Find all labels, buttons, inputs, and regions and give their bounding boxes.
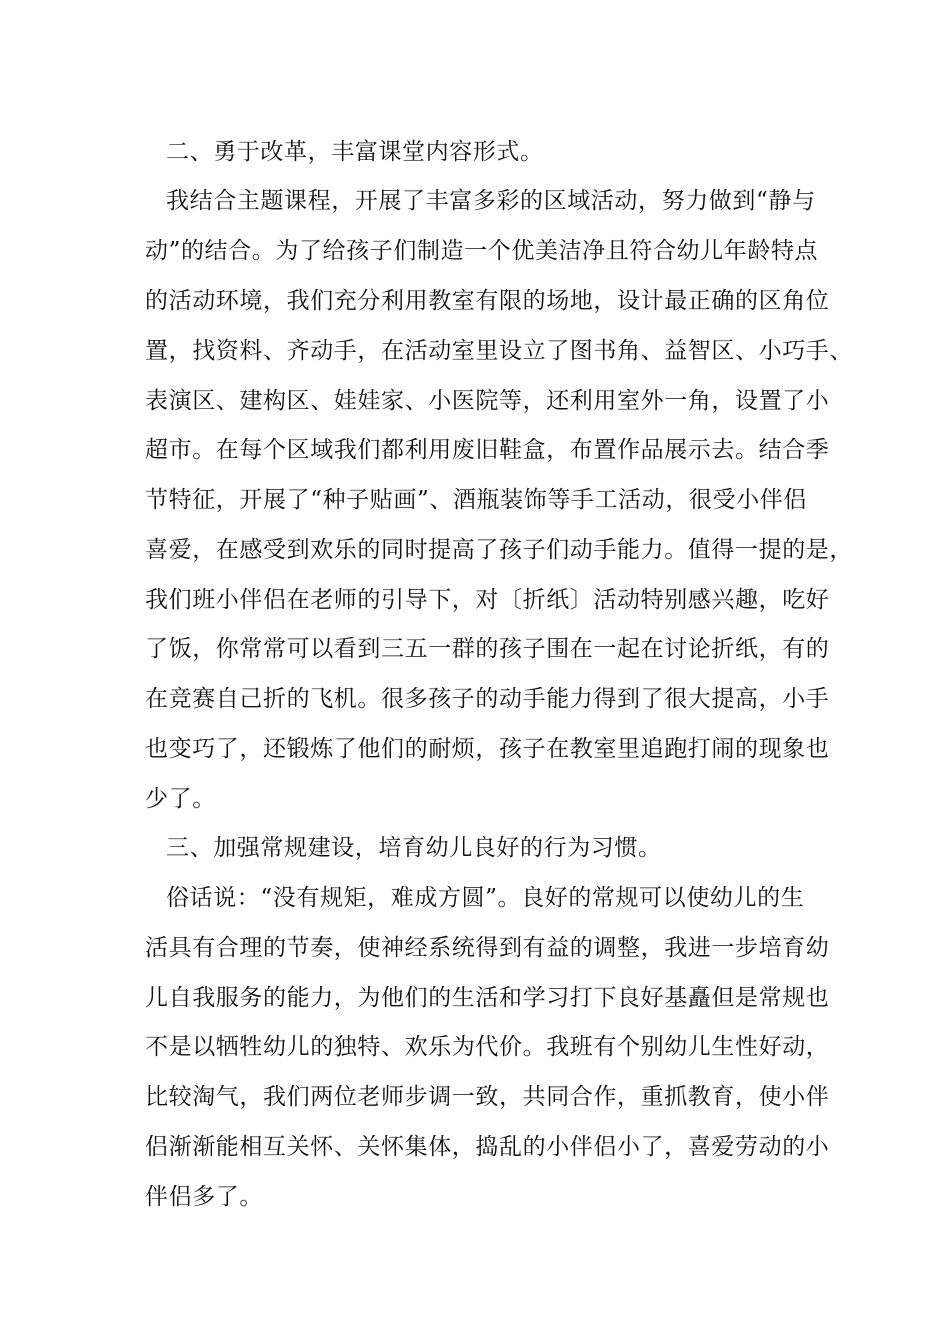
paragraph-line: 节特征，开展了“种子贴画”、酒瓶装饰等手工活动，很受小伴侣	[145, 487, 807, 513]
paragraph-line: 表演区、建构区、娃娃家、小医院等，还利用室外一角，设置了小	[145, 388, 830, 414]
paragraph-line: 了饭，你常常可以看到三五一群的孩子围在一起在讨论折纸，有的	[145, 636, 830, 662]
paragraph-line: 儿自我服务的能力，为他们的生活和学习打下良好基矗但是常规也	[145, 985, 830, 1011]
paragraph-line: 喜爱，在感受到欢乐的同时提高了孩子们动手能力。值得一提的是，	[145, 537, 853, 563]
paragraph-line: 比较淘气，我们两位老师步调一致，共同合作，重抓教育，使小伴	[145, 1084, 830, 1110]
paragraph-line: 的活动环境，我们充分利用教室有限的场地，设计最正确的区角位	[145, 288, 830, 314]
paragraph-line: 我们班小伴侣在老师的引导下，对〔折纸〕活动特别感兴趣，吃好	[145, 587, 830, 613]
paragraph-line: 在竞赛自己折的飞机。很多孩子的动手能力得到了很大提高，小手	[145, 686, 830, 712]
paragraph-line: 不是以牺牲幼儿的独特、欢乐为代价。我班有个别幼儿生性好动，	[145, 1034, 830, 1060]
paragraph-line: 少了。	[145, 786, 216, 812]
paragraph-line: 活具有合理的节奏，使神经系统得到有益的调整，我进一步培育幼	[145, 935, 830, 961]
paragraph-line: 伴侣多了。	[145, 1184, 263, 1210]
paragraph-line: 超市。在每个区域我们都利用废旧鞋盒，布置作品展示去。结合季	[145, 437, 830, 463]
section-heading-2: 二、勇于改革，丰富课堂内容形式。	[166, 139, 544, 165]
paragraph-line: 侣渐渐能相互关怀、关怀集体，捣乱的小伴侣小了，喜爱劳动的小	[145, 1134, 830, 1160]
paragraph-line: 俗话说：“没有规矩，难成方圆”。良好的常规可以使幼儿的生	[166, 885, 805, 911]
paragraph-line: 我结合主题课程，开展了丰富多彩的区域活动，努力做到“静与	[166, 188, 816, 214]
section-heading-3: 三、加强常规建设，培育幼儿良好的行为习惯。	[166, 835, 662, 861]
paragraph-line: 置，找资料、齐动手，在活动室里设立了图书角、益智区、小巧手、	[145, 338, 853, 364]
paragraph-line: 动”的结合。为了给孩子们制造一个优美洁净且符合幼儿年龄特点	[145, 238, 819, 264]
paragraph-line: 也变巧了，还锻炼了他们的耐烦，孩子在教室里追跑打闹的现象也	[145, 736, 830, 762]
